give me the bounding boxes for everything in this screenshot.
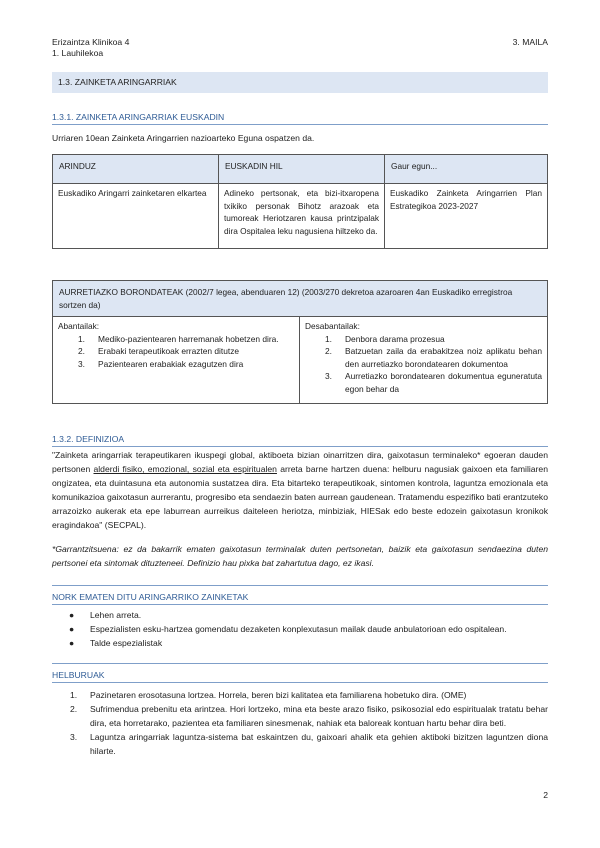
list-item: ● Espezialisten esku-hartzea gomendatu dezaketen konplexutasun mailak daude anbulatorioan edo ospitalean. — [69, 624, 507, 634]
table-header-cell: Gaur egun... — [385, 155, 548, 184]
document-header-year: 3. MAILA — [512, 37, 548, 47]
document-header-subject: Erizaintza Klinikoa 4 — [52, 37, 130, 47]
list-item: 1. Denbora darama prozesua — [325, 333, 445, 344]
list-item: 3. Aurretiazko borondatearen dokumentua eguneratuta egon behar da — [325, 371, 542, 394]
section-rule — [52, 585, 548, 586]
section-rule — [52, 604, 548, 605]
list-item: 1. Mediko-pazientearen harremanak hobetzen dira. — [78, 333, 279, 344]
list-item: 2. Erabaki terapeutikoak errazten ditutze — [78, 346, 240, 356]
section-title-euskadin: 1.3.1. ZAINKETA ARINGARRIAK EUSKADIN — [52, 112, 225, 122]
definition-underlined-text: alderdi fisiko, emozional, sozial eta espiritualen — [93, 464, 277, 474]
advantages-title: Abantailak: — [58, 321, 100, 331]
table-cell: Euskadiko Aringarri zainketaren elkartea — [53, 184, 219, 249]
advantages-list — [78, 333, 294, 371]
nork-list — [52, 608, 548, 650]
list-item: 3. Pazientearen erabakiak ezagutzen dira — [78, 358, 244, 369]
table-cell: Euskadiko Zainketa Aringarrien Plan Estrategikoa 2023-2027 — [385, 184, 548, 249]
list-item: ● Lehen arreta. — [69, 610, 142, 620]
section-title-nork: NORK EMATEN DITU ARINGARRIKO ZAINKETAK — [52, 592, 249, 602]
disadvantages-cell — [300, 317, 548, 404]
advantages-cell — [53, 317, 300, 404]
list-item: 3. Laguntza aringarriak laguntza-sistema bat eskaintzen du, gaixoari ahalik eta gehien aktiboki bizitzen laguntzen diona hilarte. — [70, 732, 548, 756]
list-item: ● Talde espezialistak — [69, 638, 163, 648]
definition-note: *Garrantzitsuena: ez da bakarrik ematen gaixotasun terminalak duten pertsonetan, baizik eta gaixotasun sendaezina duten pertsonei eta sintomak dituzteneei. Definizio hau pixka bat zahartutua dago, ez ikasi. — [52, 544, 548, 568]
section-rule — [52, 446, 548, 447]
section-banner — [52, 72, 548, 93]
directives-table — [52, 280, 548, 404]
section-title-definizioa: 1.3.2. DEFINIZIOA — [52, 434, 125, 444]
helburuak-list — [70, 688, 548, 758]
disadvantages-title: Desabantailak: — [305, 321, 360, 331]
section-rule — [52, 124, 548, 125]
section-title-helburuak: HELBURUAK — [52, 670, 105, 680]
list-item: 2. Sufrimendua prebenitu eta arintzea. Hori lortzeko, mina eta beste arazo fisiko, psikosozial edo espiritualak tratatu behar dira, eta horretarako, pazientea eta familiaren sinesmenak, nahiak eta baloreak kontuan hartu behar dira beti. — [70, 704, 548, 728]
definition-paragraph: "Zainketa aringarriak terapeutikaren ikuspegi global, aktiboeta bizian oinarritzen dira, gaixotasun terminaleko* egoeran dauden pertsonen alderdi fisiko, emozional, sozial eta espiritualen arreta barne hartzen duena: helburu nagusiak gaixoen eta familiaren ongizatea, eta duintasuna eta autonomia sustatzea dira. Eta bitarteko terapeutikoak, sintomen kontrola, laguntza emozionala eta komunikazioa gaixotasun aurrerantu, progresibo eta sendaezin baten aurrean gaudenean. Tratamendu espezifiko bati erantzuteko arrazoizko aukerak eta epe laburrean aurreikus daiteleen heriotza, minbiziak, HIESak edo beste edozein gaixotasun kronikok eragindakoa" (SECPAL). — [52, 450, 548, 530]
directives-title: AURRETIAZKO BORONDATEAK (2002/7 legea, abenduaren 12) (2003/270 dekretoa azaroaren 4an Euskadiko erregistroa sortzen da) — [53, 281, 548, 317]
table-header-cell: ARINDUZ — [53, 155, 219, 184]
euskadi-table — [52, 154, 548, 249]
document-header-term: 1. Lauhilekoa — [52, 48, 104, 58]
table-header-cell: EUSKADIN HIL — [219, 155, 385, 184]
section-rule — [52, 663, 548, 664]
table-cell: Adineko pertsonak, eta bizi-itxaropena txikiko personak Bihotz arazoak eta tumoreak Heriotzaren kausa printzipalak dira Ospitalea leku nagusiena hiltzeko da. — [219, 184, 385, 249]
intro-text: Urriaren 10ean Zainketa Aringarrien nazioarteko Eguna ospatzen da. — [52, 133, 315, 143]
list-item: 1. Pazinetaren erosotasuna lortzea. Horrela, beren bizi kalitatea eta familiarena hobetuko dira. (OME) — [70, 690, 467, 700]
list-item: 2. Batzuetan zaila da erabakitzea noiz aplikatu behan den aurretiazko borondatearen dokumentoa — [325, 346, 542, 369]
section-banner-title: 1.3. ZAINKETA ARINGARRIAK — [58, 77, 177, 87]
page-number: 2 — [543, 790, 548, 800]
section-rule — [52, 682, 548, 683]
disadvantages-list — [325, 333, 542, 396]
